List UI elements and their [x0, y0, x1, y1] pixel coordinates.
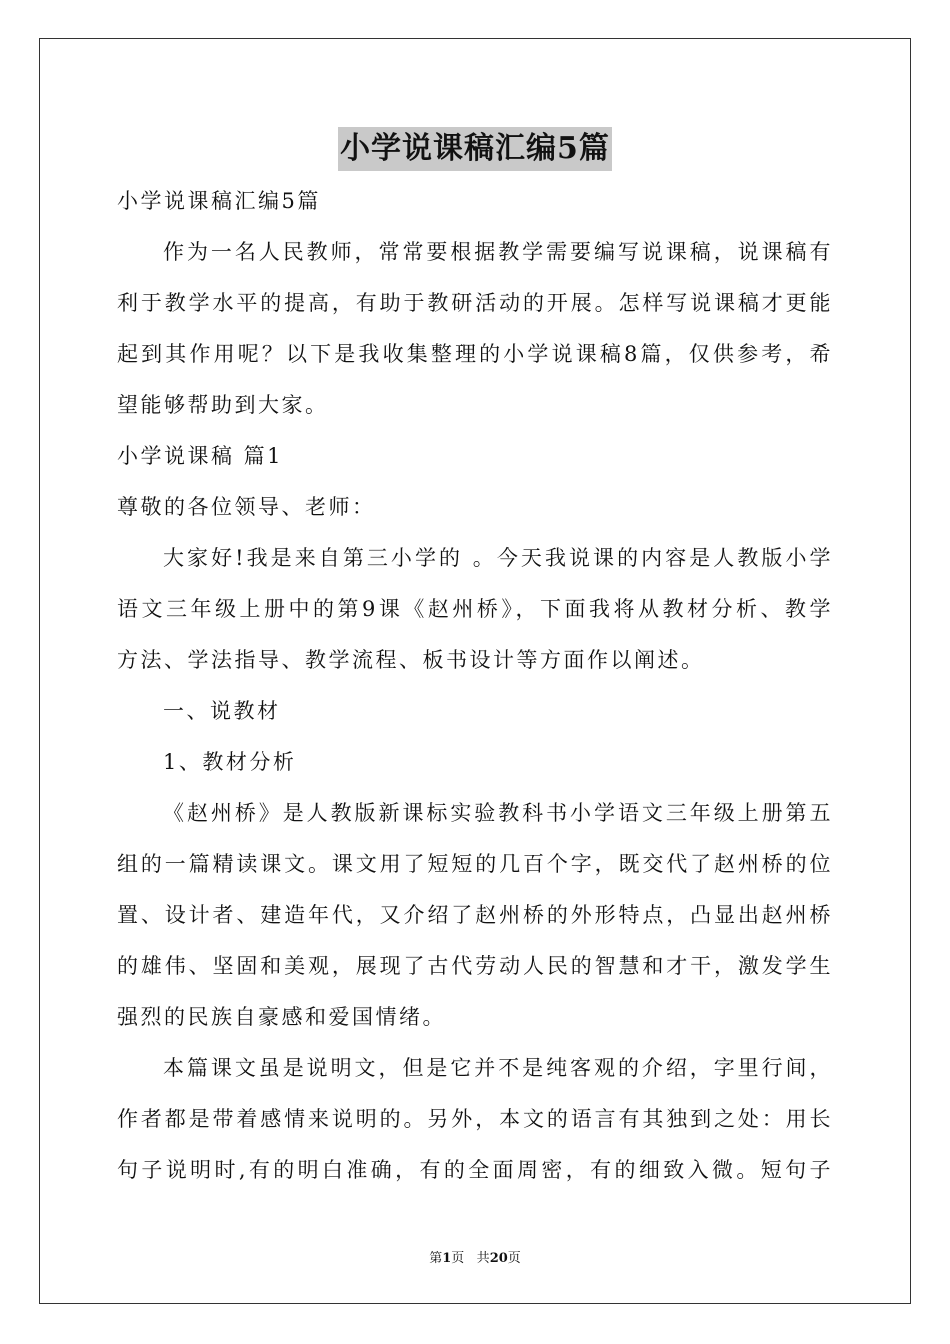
- text-line: 组的一篇精读课文。课文用了短短的几百个字，既交代了赵州桥的位: [117, 852, 833, 876]
- page-footer: [0, 1247, 950, 1266]
- text-line: 强烈的民族自豪感和爱国情绪。: [117, 1005, 446, 1029]
- text-line: 方法、学法指导、教学流程、板书设计等方面作以阐述。: [117, 648, 705, 672]
- text-line: 的雄伟、坚固和美观，展现了古代劳动人民的智慧和才干，激发学生: [117, 954, 833, 978]
- text-line: 1、教材分析: [163, 750, 297, 774]
- text-line: 利于教学水平的提高，有助于教研活动的开展。怎样写说课稿才更能: [117, 291, 833, 315]
- text-line: 一、说教材: [163, 699, 281, 723]
- text-line: 起到其作用呢？以下是我收集整理的小学说课稿8篇，仅供参考，希: [117, 342, 833, 366]
- text-line: 望能够帮助到大家。: [117, 393, 329, 417]
- text-line: 置、设计者、建造年代，又介绍了赵州桥的外形特点，凸显出赵州桥: [117, 903, 833, 927]
- text-line: 小学说课稿汇编5篇: [117, 189, 321, 213]
- text-line: 句子说明时,有的明白准确，有的全面周密，有的细致入微。短句子: [117, 1158, 833, 1182]
- document-body: [117, 176, 833, 1196]
- total-page-count: 20: [489, 1251, 508, 1266]
- title-container: [0, 127, 950, 171]
- footer-total-prefix: 共: [476, 1251, 490, 1266]
- text-line: 小学说课稿 篇1: [117, 444, 284, 468]
- text-line: 《赵州桥》是人教版新课标实验教科书小学语文三年级上册第五: [163, 801, 833, 825]
- document-title: 小学说课稿汇编5篇: [338, 127, 612, 171]
- footer-total-suffix: 页: [507, 1251, 521, 1266]
- text-line: 作者都是带着感情来说明的。另外，本文的语言有其独到之处：用长: [117, 1107, 833, 1131]
- footer-page-suffix: 页: [451, 1251, 465, 1266]
- text-line: 作为一名人民教师，常常要根据教学需要编写说课稿，说课稿有: [163, 240, 833, 264]
- text-line: 本篇课文虽是说明文，但是它并不是纯客观的介绍，字里行间，: [163, 1056, 833, 1080]
- footer-prefix: 第: [429, 1251, 443, 1266]
- text-line: 大家好!我是来自第三小学的 。今天我说课的内容是人教版小学: [163, 546, 833, 570]
- current-page-number: 1: [442, 1251, 452, 1266]
- text-line: 尊敬的各位领导、老师：: [117, 495, 376, 519]
- text-line: 语文三年级上册中的第9课《赵州桥》，下面我将从教材分析、教学: [117, 597, 833, 621]
